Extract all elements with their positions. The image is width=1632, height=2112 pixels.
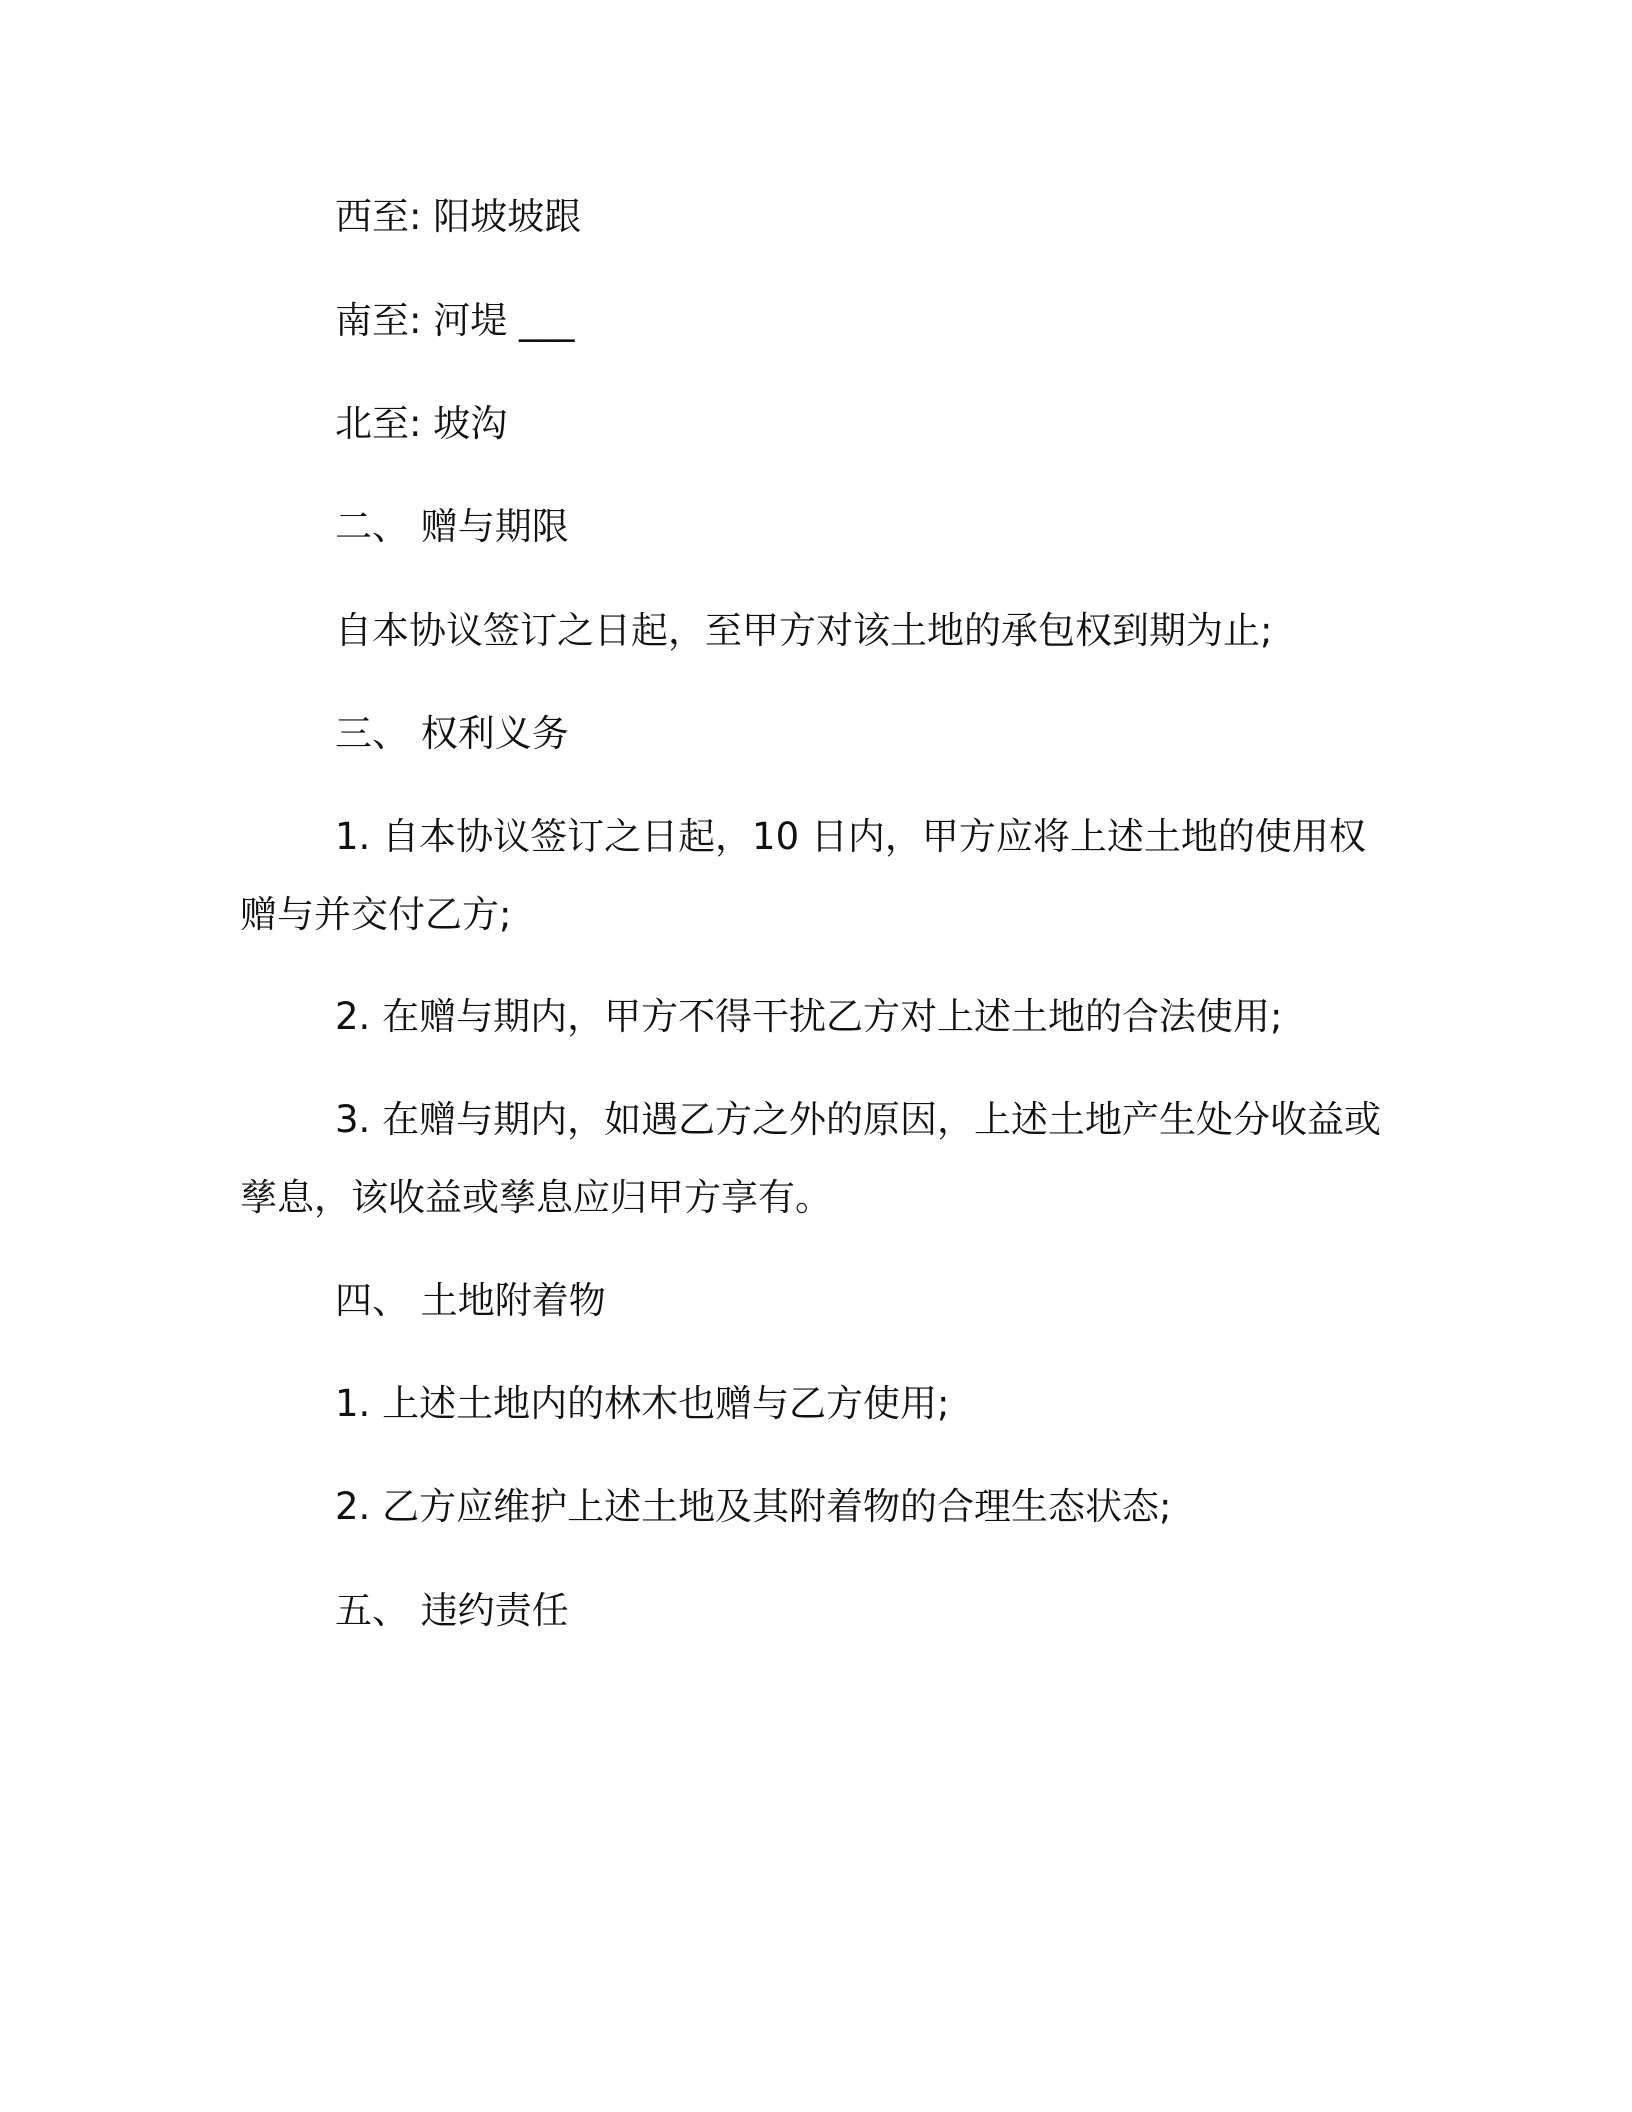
rights-item-1-continued: 赠与并交付乙方;	[240, 893, 512, 936]
boundary-south: 南至: 河堤 ___	[335, 299, 575, 342]
attachments-item-1: 1. 上述土地内的林木也赠与乙方使用;	[335, 1382, 950, 1425]
section-heading-liability: 五、 违约责任	[335, 1589, 569, 1632]
rights-item-3-continued: 孳息，该收益或孳息应归甲方享有。	[240, 1176, 832, 1219]
section-heading-rights: 三、 权利义务	[335, 712, 569, 755]
rights-item-2: 2. 在赠与期内，甲方不得干扰乙方对上述土地的合法使用;	[335, 995, 1283, 1038]
section-heading-attachments: 四、 土地附着物	[335, 1279, 606, 1322]
rights-item-3: 3. 在赠与期内，如遇乙方之外的原因，上述土地产生处分收益或	[335, 1098, 1382, 1141]
term-paragraph: 自本协议签订之日起，至甲方对该土地的承包权到期为止;	[335, 609, 1273, 652]
boundary-north: 北至: 坡沟	[335, 402, 508, 445]
boundary-west: 西至: 阳坡坡跟	[335, 195, 582, 238]
rights-item-1: 1. 自本协议签订之日起，10 日内，甲方应将上述土地的使用权	[335, 815, 1366, 858]
attachments-item-2: 2. 乙方应维护上述土地及其附着物的合理生态状态;	[335, 1485, 1172, 1528]
section-heading-term: 二、 赠与期限	[335, 505, 569, 548]
